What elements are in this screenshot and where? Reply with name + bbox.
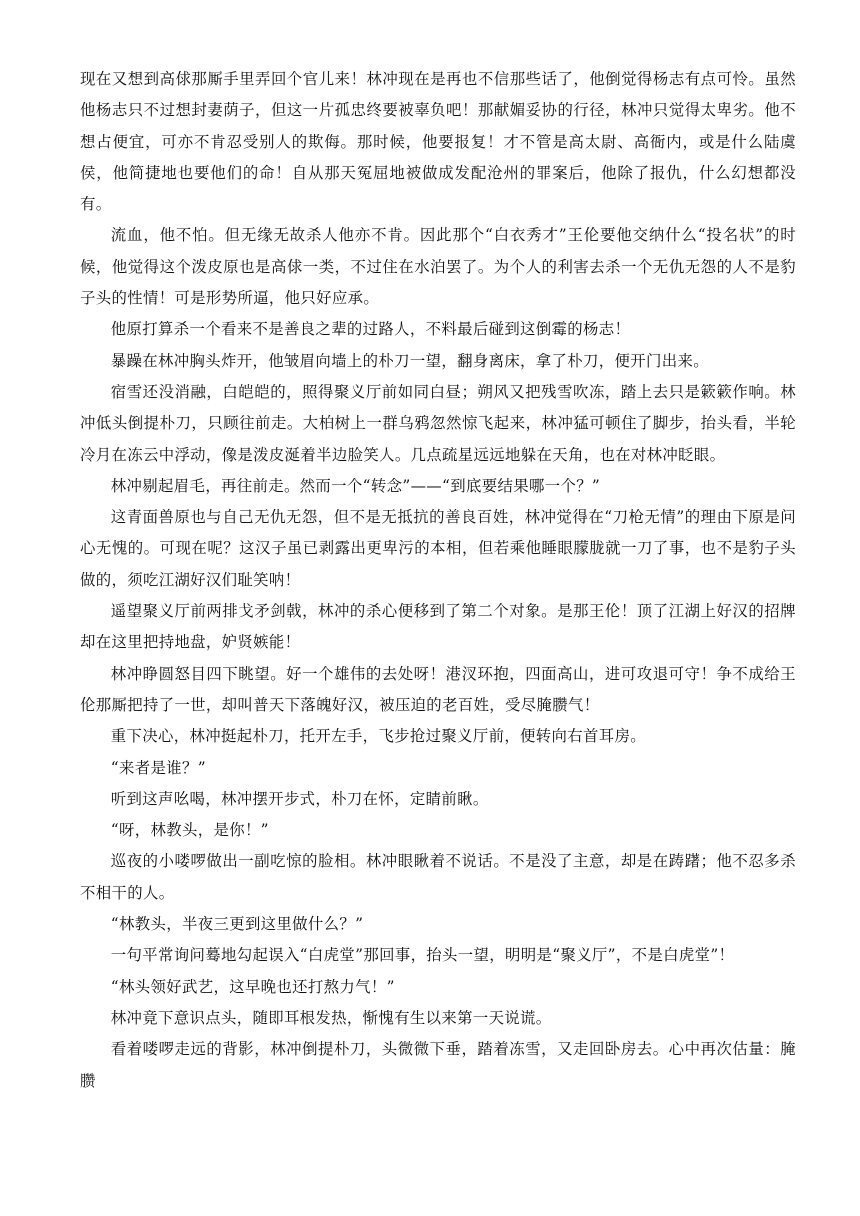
paragraph-18: 林冲竟下意识点头，随即耳根发热，惭愧有生以来第一天说谎。 <box>110 1008 552 1027</box>
paragraph-1: 现在又想到高俅那厮手里弄回个官儿来！林冲现在是再也不信那些话了，他倒觉得杨志有点可怜。虽然他杨志只不过想封妻荫子，但这一片孤忠终要被辜负吧！那献媚妥协的行径，林冲只觉得太卑劣。他不想占便宜，可亦不肯忍受别人的欺侮。那时候，他要报复！才不管是高太尉、高衙内，或是什么陆虞侯，他简捷地也要他们的命！自从那天冤屈地被做成发配沧州的罪案后，他除了报仇，什么幻想都没有。 <box>80 70 796 214</box>
paragraph-12: 听到这声吆喝，林冲摆开步式，朴刀在怀，定睛前瞅。 <box>110 789 489 808</box>
paragraph-9: 林冲睁圆怒目四下眺望。好一个雄伟的去处呀！港汊环抱，四面高山，进可攻退可守！争不成给王伦那厮把持了一世，却叫普天下落魄好汉，被压迫的老百姓，受尽腌臜气！ <box>80 664 796 714</box>
paragraph-13: “呀，林教头，是你！” <box>110 821 269 840</box>
paragraph-19: 看着喽啰走远的背影，林冲倒提朴刀，头微微下垂，踏着冻雪，又走回卧房去。心中再次估量：腌臜 <box>80 1040 796 1090</box>
paragraph-3: 他原打算杀一个看来不是善良之辈的过路人，不料最后碰到这倒霉的杨志！ <box>110 320 631 339</box>
paragraph-7: 这青面兽原也与自己无仇无怨，但不是无抵抗的善良百姓，林冲觉得在“刀枪无情”的理由下原是问心无愧的。可现在呢？这汉子虽已剥露出更卑污的本相，但若乘他睡眼朦胧就一刀了事，也不是豹子头做的，须吃江湖好汉们耻笑呐！ <box>80 508 796 589</box>
paragraph-8: 遥望聚义厅前两排戈矛剑戟，林冲的杀心便移到了第二个对象。是那王伦！顶了江湖上好汉的招牌却在这里把持地盘，妒贤嫉能！ <box>80 602 796 652</box>
paragraph-15: “林教头，半夜三更到这里做什么？” <box>110 915 364 934</box>
article-body <box>80 64 796 1097</box>
paragraph-17: “林头领好武艺，这早晚也还打熬力气！” <box>110 977 395 996</box>
paragraph-16: 一句平常询问蓦地勾起误入“白虎堂”那回事，抬头一望，明明是“聚义厅”，不是白虎堂”！ <box>110 946 735 965</box>
paragraph-5: 宿雪还没消融，白皑皑的，照得聚义厅前如同白昼；朔风又把残雪吹冻，踏上去只是簌簌作响。林冲低头倒提朴刀，只顾往前走。大柏树上一群乌鸦忽然惊飞起来，林冲猛可顿住了脚步，抬头看，半轮冷月在冻云中浮动，像是泼皮涎着半边脸笑人。几点疏星远远地躲在天角，也在对林冲眨眼。 <box>80 382 796 464</box>
paragraph-2: 流血，他不怕。但无缘无故杀人他亦不肯。因此那个“白衣秀才”王伦要他交纳什么“投名状”的时候，他觉得这个泼皮原也是高俅一类，不过住在水泊罢了。为个人的利害去杀一个无仇无怨的人不是豹子头的性情！可是形势所逼，他只好应承。 <box>80 226 796 308</box>
paragraph-6: 林冲剔起眉毛，再往前走。然而一个“转念”——“到底要结果哪一个？” <box>110 476 601 495</box>
paragraph-4: 暴躁在林冲胸头炸开，他皱眉向墙上的朴刀一望，翻身离床，拿了朴刀，便开门出来。 <box>110 351 709 370</box>
paragraph-14: 巡夜的小喽啰做出一副吃惊的脸相。林冲眼瞅着不说话。不是没了主意，却是在踌躇；他不忍多杀不相干的人。 <box>80 852 796 902</box>
paragraph-11: “来者是谁？” <box>110 758 206 777</box>
paragraph-10: 重下决心，林冲挺起朴刀，托开左手，飞步抢过聚义厅前，便转向右首耳房。 <box>110 727 646 746</box>
